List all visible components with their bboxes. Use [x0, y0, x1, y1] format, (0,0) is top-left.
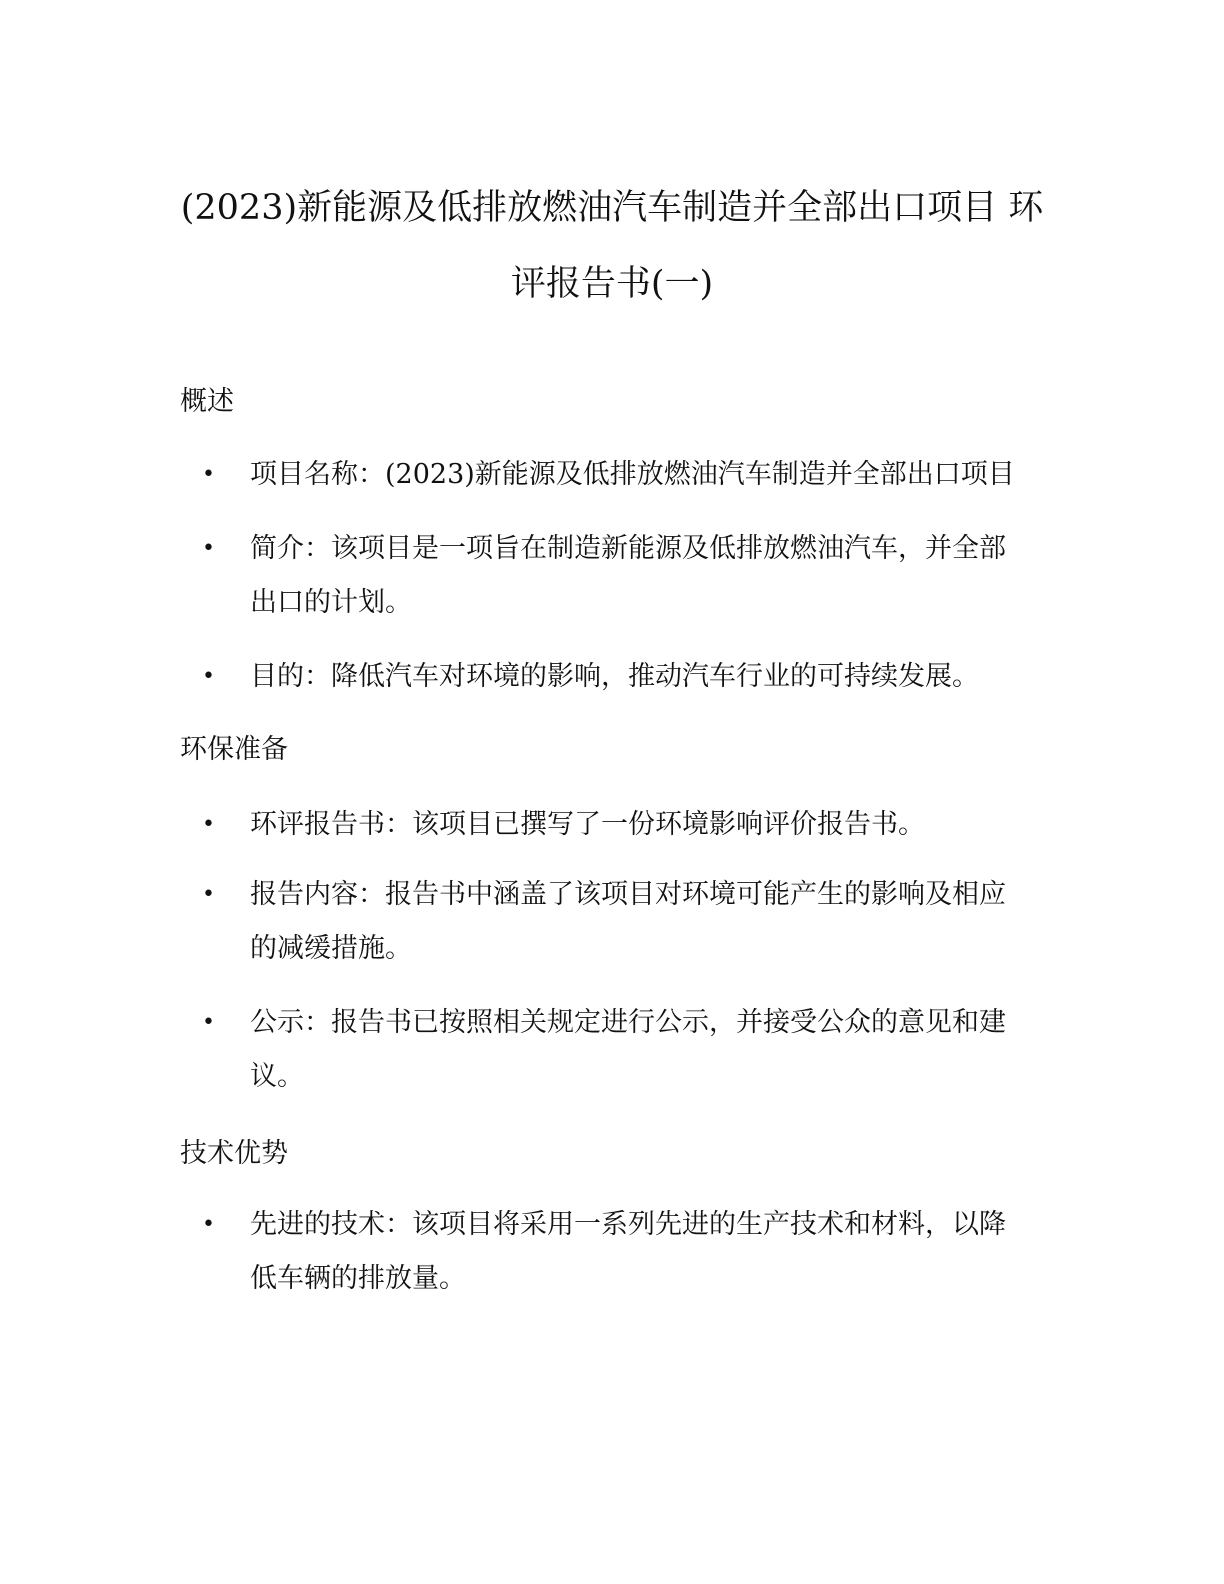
text-line: 低车辆的排放量。 — [250, 1263, 466, 1294]
bullet-icon: • — [202, 812, 215, 837]
section-heading-tech-advantage: 技术优势 — [180, 1138, 288, 1169]
list-item-text — [250, 448, 1030, 502]
text-line: 议。 — [250, 1061, 304, 1092]
bullet-icon: • — [202, 1212, 215, 1237]
text-line: 目的：降低汽车对环境的影响，推动汽车行业的可持续发展。 — [250, 661, 979, 692]
section-heading-env-prep: 环保准备 — [180, 734, 288, 765]
title-line: 评报告书(一) — [510, 264, 714, 304]
text-line: 先进的技术：该项目将采用一系列先进的生产技术和材料，以降 — [250, 1209, 1006, 1240]
list-item-text — [250, 868, 1030, 976]
text-line: 出口的计划。 — [250, 587, 412, 618]
bullet-icon: • — [202, 462, 215, 487]
list-item-text — [250, 996, 1030, 1104]
bullet-icon: • — [202, 536, 215, 561]
text-line: 报告内容：报告书中涵盖了该项目对环境可能产生的影响及相应 — [250, 879, 1006, 910]
document-title — [150, 170, 1074, 322]
text-line: 公示：报告书已按照相关规定进行公示，并接受公众的意见和建 — [250, 1007, 1006, 1038]
bullet-icon: • — [202, 664, 215, 689]
text-line: 项目名称：(2023)新能源及低排放燃油汽车制造并全部出口项目 — [250, 459, 1015, 490]
title-line: (2023)新能源及低排放燃油汽车制造并全部出口项目 环 — [180, 188, 1044, 228]
list-item-text — [250, 1198, 1030, 1306]
text-line: 环评报告书：该项目已撰写了一份环境影响评价报告书。 — [250, 809, 925, 840]
text-line: 简介：该项目是一项旨在制造新能源及低排放燃油汽车，并全部 — [250, 533, 1006, 564]
section-heading-overview: 概述 — [180, 386, 234, 417]
list-item-text — [250, 798, 1030, 852]
bullet-icon: • — [202, 1010, 215, 1035]
list-item-text — [250, 650, 1030, 704]
list-item-text — [250, 522, 1030, 630]
text-line: 的减缓措施。 — [250, 933, 412, 964]
bullet-icon: • — [202, 882, 215, 907]
